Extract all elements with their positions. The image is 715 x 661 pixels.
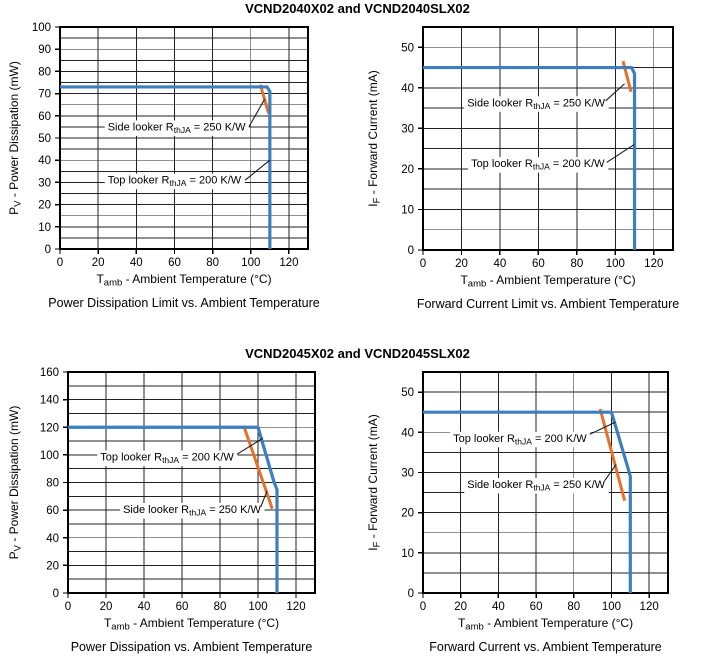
y-axis-title: $P_V$ - Power Dissipation (mW) bbox=[7, 61, 24, 215]
x-tick-label: 0 bbox=[419, 258, 427, 270]
y-tick-label: 10 bbox=[401, 204, 414, 217]
tick-marks bbox=[55, 27, 289, 254]
y-tick-label: 0 bbox=[407, 588, 414, 600]
y-tick-label: 30 bbox=[401, 467, 414, 480]
y-tick-label: 140 bbox=[39, 394, 59, 407]
y-axis-title: $I_F$ - Forward Current (mA) bbox=[366, 70, 383, 207]
x-tick-label: 80 bbox=[570, 258, 584, 270]
y-tick-label: 50 bbox=[401, 42, 414, 55]
y-tick-label: 50 bbox=[401, 387, 414, 400]
tick-labels bbox=[401, 387, 659, 613]
tick-marks bbox=[418, 47, 654, 255]
y-tick-label: 160 bbox=[39, 367, 59, 379]
tick-marks bbox=[63, 372, 296, 598]
y-tick-label: 10 bbox=[401, 547, 414, 560]
chart-power-dissipation-limit-vcnd2040 bbox=[0, 0, 360, 330]
x-tick-label: 100 bbox=[605, 258, 625, 270]
x-tick-label: 0 bbox=[64, 601, 72, 613]
x-tick-label: 100 bbox=[601, 601, 622, 613]
x-tick-label: 120 bbox=[286, 601, 306, 613]
annotation-top-looker-r-thja-200-k-w: Top looker $R_{thJA} = 200$ K/W bbox=[471, 158, 605, 172]
x-tick-label: 100 bbox=[248, 601, 268, 613]
x-tick-label: 120 bbox=[279, 257, 299, 269]
x-tick-label: 80 bbox=[213, 601, 227, 613]
x-tick-label: 0 bbox=[56, 257, 64, 269]
y-tick-label: 20 bbox=[401, 507, 414, 520]
x-tick-label: 20 bbox=[99, 601, 113, 613]
x-axis-title: $T_{amb}$ - Ambient Temperature (°C) bbox=[460, 273, 636, 290]
annotation-side-looker-r-thja-250-k-w: Side looker $R_{thJA} = 250$ K/W bbox=[123, 503, 261, 518]
y-tick-label: 10 bbox=[38, 221, 51, 234]
y-axis-title: $I_F$ - Forward Current (mA) bbox=[366, 414, 383, 551]
chart-power-dissipation-vcnd2045 bbox=[0, 330, 360, 661]
y-tick-label: 100 bbox=[39, 449, 59, 462]
chart-forward-current-limit-vcnd2040 bbox=[355, 0, 715, 330]
x-tick-label: 120 bbox=[644, 258, 664, 270]
y-tick-label: 80 bbox=[46, 477, 59, 490]
y-tick-label: 100 bbox=[31, 22, 51, 34]
y-tick-label: 40 bbox=[46, 532, 59, 545]
annotation-top-looker-r-thja-200-k-w: Top looker $R_{thJA} = 200$ K/W bbox=[107, 174, 242, 189]
x-tick-label: 40 bbox=[491, 601, 505, 613]
chart-subtitle: Forward Current vs. Ambient Temperature bbox=[429, 640, 662, 654]
x-tick-label: 40 bbox=[137, 601, 151, 613]
x-tick-label: 100 bbox=[241, 257, 261, 269]
y-tick-label: 90 bbox=[38, 44, 51, 57]
y-tick-label: 80 bbox=[38, 66, 51, 79]
y-tick-label: 30 bbox=[401, 123, 414, 136]
annotation-side-looker-r-thja-250-k-w: Side looker $R_{thJA} = 250$ K/W bbox=[467, 479, 606, 493]
chart-subtitle: Power Dissipation vs. Ambient Temperature bbox=[70, 640, 313, 654]
x-tick-label: 80 bbox=[567, 601, 581, 613]
y-tick-label: 0 bbox=[407, 245, 414, 257]
chart-forward-current-vcnd2045 bbox=[355, 330, 715, 661]
tick-labels bbox=[401, 42, 663, 270]
callout-line bbox=[607, 145, 635, 163]
y-tick-label: 20 bbox=[38, 199, 51, 212]
x-axis-title: $T_{amb}$ - Ambient Temperature (°C) bbox=[96, 272, 272, 289]
chart-subtitle: Power Dissipation Limit vs. Ambient Temperature bbox=[48, 296, 320, 310]
y-tick-label: 40 bbox=[38, 155, 51, 168]
y-tick-label: 120 bbox=[39, 422, 59, 435]
x-tick-label: 60 bbox=[168, 257, 181, 269]
x-tick-label: 20 bbox=[91, 257, 105, 269]
x-tick-label: 80 bbox=[206, 257, 220, 269]
x-tick-label: 40 bbox=[493, 258, 507, 270]
y-tick-label: 20 bbox=[401, 163, 414, 176]
annotation-top-looker-r-thja-200-k-w: Top looker $R_{thJA} = 200$ K/W bbox=[453, 432, 587, 447]
annotation-side-looker-r-thja-250-k-w: Side looker $R_{thJA} = 250$ K/W bbox=[107, 121, 246, 135]
x-tick-label: 20 bbox=[454, 601, 468, 613]
y-tick-label: 50 bbox=[38, 133, 51, 145]
x-tick-label: 0 bbox=[419, 601, 427, 613]
y-tick-label: 70 bbox=[38, 88, 51, 101]
x-tick-label: 60 bbox=[175, 601, 189, 613]
y-tick-label: 40 bbox=[401, 82, 414, 95]
y-tick-label: 40 bbox=[401, 427, 414, 440]
x-tick-label: 20 bbox=[455, 258, 468, 270]
y-tick-label: 20 bbox=[46, 560, 59, 573]
annotation-side-looker-r-thja-250-k-w: Side looker $R_{thJA} = 250$ K/W bbox=[467, 97, 606, 111]
y-tick-label: 30 bbox=[38, 177, 51, 190]
callout-line bbox=[245, 160, 270, 180]
callout-line bbox=[249, 99, 265, 127]
x-tick-label: 40 bbox=[129, 257, 143, 269]
device-group-title-2040: VCND2040X02 and VCND2040SLX02 bbox=[245, 1, 470, 16]
x-axis-title: $T_{amb}$ - Ambient Temperature (°C) bbox=[103, 616, 280, 633]
tick-labels bbox=[32, 22, 299, 269]
y-tick-label: 0 bbox=[44, 244, 51, 256]
series-top-looker-rthja-200-k-w-line bbox=[60, 87, 270, 249]
x-axis-title: $T_{amb}$ - Ambient Temperature (°C) bbox=[457, 616, 634, 633]
y-axis-title: $P_V$ - Power Dissipation (mW) bbox=[7, 405, 24, 560]
y-tick-label: 60 bbox=[38, 110, 51, 123]
x-tick-label: 60 bbox=[531, 258, 545, 270]
x-tick-label: 60 bbox=[529, 601, 543, 613]
annotation-top-looker-r-thja-200-k-w: Top looker $R_{thJA} = 200$ K/W bbox=[100, 451, 234, 465]
y-tick-label: 0 bbox=[52, 588, 59, 600]
series-side-looker-rthja-250-k-w-line bbox=[623, 61, 631, 92]
y-tick-label: 60 bbox=[46, 505, 59, 518]
x-tick-label: 120 bbox=[639, 601, 659, 613]
chart-subtitle: Forward Current Limit vs. Ambient Temperature bbox=[416, 297, 680, 311]
device-group-title-2045: VCND2045X02 and VCND2045SLX02 bbox=[245, 346, 470, 361]
